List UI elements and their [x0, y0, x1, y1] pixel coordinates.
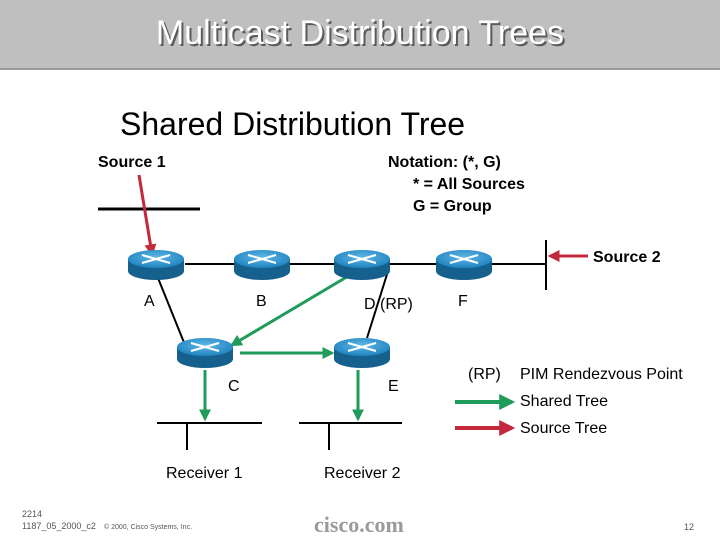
rp-to-c-arrow: [232, 275, 350, 345]
receiver-2-label: Receiver 2: [324, 465, 401, 482]
legend-rp-desc: PIM Rendezvous Point: [520, 366, 683, 383]
footer-copyright: © 2000, Cisco Systems, Inc.: [104, 524, 193, 531]
footer-code-2: 1187_05_2000_c2: [22, 521, 96, 531]
router-d-rp-icon: [334, 250, 390, 280]
page-title: Multicast Distribution Trees: [155, 14, 565, 52]
receiver-lans: [157, 423, 402, 450]
router-f-label: F: [458, 293, 468, 310]
router-b-icon: [234, 250, 290, 280]
legend-rp-abbr: (RP): [468, 366, 501, 383]
notation-line-3: G = Group: [413, 198, 492, 215]
legend-shared-tree-label: Shared Tree: [520, 393, 609, 410]
router-a-label: A: [144, 293, 155, 310]
notation-line-1: Notation: (*, G): [388, 154, 501, 171]
source-1-arrow: [139, 175, 152, 254]
legend-source-tree-label: Source Tree: [520, 420, 608, 437]
receiver-1-label: Receiver 1: [166, 465, 243, 482]
router-e-label: E: [388, 378, 399, 395]
source-1-label: Source 1: [98, 154, 166, 171]
router-c-label: C: [228, 378, 240, 395]
slide-subtitle: Shared Distribution Tree: [120, 106, 466, 142]
router-c-icon: [177, 338, 233, 368]
router-f-icon: [436, 250, 492, 280]
source-tree-arrows: [139, 175, 588, 256]
cisco-logo: cisco.com: [314, 512, 404, 537]
source-2-label: Source 2: [593, 249, 661, 266]
footer-code-1: 2214: [22, 509, 43, 519]
router-a-icon: [128, 250, 184, 280]
router-b-label: B: [256, 293, 267, 310]
page-number: 12: [684, 522, 695, 532]
notation-line-2: * = All Sources: [413, 176, 525, 193]
router-e-icon: [334, 338, 390, 368]
router-d-label: D (RP): [364, 296, 413, 313]
